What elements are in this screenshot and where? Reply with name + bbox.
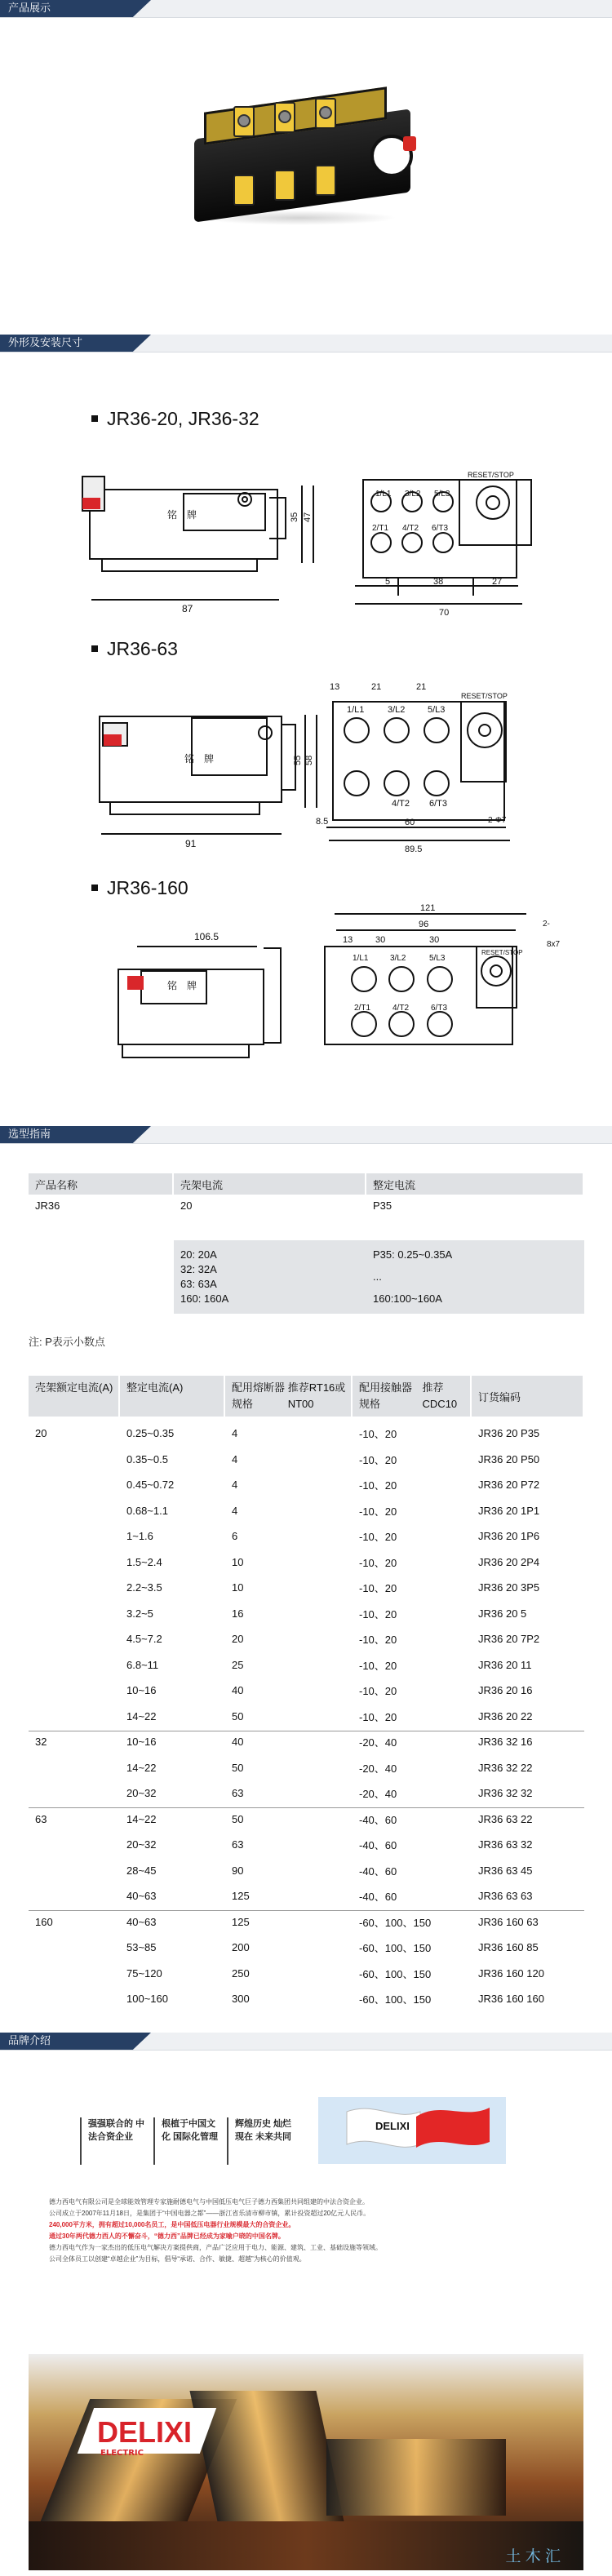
header-cell: 整定电流 (A) [120, 1376, 225, 1417]
table-cell: 6.8~11 [126, 1658, 159, 1671]
headquarters-photo [29, 2354, 583, 2570]
table-cell: JR36 63 45 [478, 1864, 533, 1877]
table-cell [29, 1758, 35, 1778]
table-cell: JR36 20 5 [478, 1607, 527, 1620]
dimension-label: 38 [433, 577, 444, 587]
table-cell: JR36 32 32 [478, 1787, 533, 1799]
dimension-label: 58 [304, 755, 314, 765]
table-row [29, 1886, 584, 1906]
table-cell [29, 1603, 35, 1624]
table-cell [29, 1501, 35, 1521]
table-row [29, 1989, 584, 2009]
table-cell: -60、100、150 [359, 1942, 432, 1954]
table-cell: 100~160 [126, 1993, 168, 2005]
table-cell: JR36 32 22 [478, 1761, 533, 1774]
header-cell: 产品名称 [29, 1173, 174, 1195]
terminal-label: 4/T2 [402, 524, 419, 533]
plaza-foreground [29, 2521, 583, 2570]
reset-label: RESET/STOP [461, 692, 508, 700]
table-row [29, 1912, 584, 1932]
model-label: JR36-63 [107, 638, 178, 659]
dimension-label: 13 [330, 682, 340, 692]
table-cell: 4 [232, 1479, 238, 1491]
header-cell: 壳架额定 电流(A) [29, 1376, 120, 1417]
table-row [29, 1552, 584, 1572]
dimension-label: 89.5 [405, 845, 423, 853]
product-display-header [0, 0, 612, 18]
dimension-label: 21 [416, 682, 427, 692]
table-cell: 0.35~0.5 [126, 1452, 168, 1465]
table-cell: 1~1.6 [126, 1530, 153, 1542]
table-row [29, 1834, 584, 1855]
table-cell: 125 [232, 1890, 250, 1902]
table-cell: -40、60 [359, 1839, 397, 1851]
range-text: 160: 160A [180, 1292, 229, 1305]
table-cell: -10、20 [359, 1505, 397, 1518]
table-cell: JR36 20 22 [478, 1709, 533, 1723]
table-cell: 160 [35, 1915, 53, 1928]
table-cell: JR36 20 11 [478, 1658, 532, 1671]
table-cell: -10、20 [359, 1710, 397, 1723]
table-row [29, 1731, 584, 1752]
range-text: 20: 20A [180, 1248, 217, 1261]
table-cell: -10、20 [359, 1659, 397, 1672]
slogan-1: 强强联合的 中法合资企业 [80, 2117, 147, 2165]
terminal-label: 3/L2 [388, 705, 406, 715]
model-title-2 [91, 638, 178, 660]
terminal-label: 5/L3 [434, 490, 450, 499]
range-text: 63: 63A [180, 1277, 217, 1290]
watermark-text: 土 木 汇 [505, 2548, 561, 2565]
table-cell: 16 [232, 1607, 244, 1620]
table-cell: 10~16 [126, 1684, 157, 1696]
terminal-label: 6/T3 [432, 524, 449, 533]
dimension-label: 47 [303, 512, 313, 522]
p-decimal-note: 注: P表示小数点 [29, 1336, 105, 1348]
electric-logo-text: ELECTRIC [100, 2449, 144, 2458]
table-cell [29, 1526, 35, 1546]
table-cell: 20~32 [126, 1787, 157, 1799]
table-cell: -10、20 [359, 1582, 397, 1594]
terminal-label: 1/L1 [375, 490, 392, 499]
dimension-label: 13 [343, 935, 353, 945]
table-cell [29, 1834, 35, 1855]
dimension-label: 91 [185, 838, 197, 849]
screw-icon [237, 114, 251, 127]
table-cell: 25 [232, 1658, 244, 1671]
table-cell: 3.2~5 [126, 1607, 153, 1620]
dimension-label: 8x7 [547, 940, 561, 949]
model-title-1 [91, 408, 259, 430]
table-cell: 32 [35, 1736, 47, 1748]
table-cell: 4 [232, 1427, 238, 1439]
table-cell: JR36 160 160 [478, 1993, 544, 2005]
dimension-label: 106.5 [194, 931, 220, 942]
table-cell [29, 1629, 35, 1649]
table-cell: JR36 20 7P2 [478, 1633, 540, 1645]
brand-poster [29, 2097, 583, 2570]
header-cell: 订货编码 [472, 1376, 584, 1417]
section-title: 产品展示 [8, 2, 51, 15]
table-cell [29, 1963, 35, 1984]
table-cell: -60、100、150 [359, 1967, 432, 1980]
table-cell: -10、20 [359, 1685, 397, 1697]
terminal-label: 2/T1 [354, 1004, 371, 1013]
summary-value: JR36 [35, 1199, 60, 1212]
dimension-label: 27 [492, 577, 503, 587]
table-row [29, 1963, 584, 1984]
table-cell: 90 [232, 1864, 244, 1877]
table-cell: -40、60 [359, 1813, 397, 1826]
table-cell: -20、40 [359, 1762, 397, 1775]
table-cell: 14~22 [126, 1812, 157, 1825]
table-row [29, 1860, 584, 1881]
dimension-label: 60 [405, 818, 415, 827]
header-cell: 壳架电流 [174, 1173, 366, 1195]
dimension-label: 2- [543, 920, 550, 929]
table-cell: -60、100、150 [359, 1916, 432, 1929]
section-title: 外形及安装尺寸 [8, 337, 83, 349]
brand-description: 德力西电气有限公司是全球能效管理专家施耐德电气与中国低压电气巨子德力西集团共同组建的中法合资企业。 公司成立于2007年11月18日，是集团于“中国电器之都”——浙江省乐清市柳市镇，累计投资超过20亿元人民币。 240,000平方米，拥有超过10,000名员工，是中国低压电器行业规模最大的合资企业。 通过30年两代德力西人的不懈奋斗，“德力西”品牌已经成为家喻户晓的中国名牌。 德力西电气作为一家杰出的低压电气解决方案提供商，产品广泛应用于电力、能源、建筑、工业、基础设施等领域。 公司全体员工以创建“卓越企业”为目标，倡导“承诺、合作、敏捷、超越”为核心的价值观。 [49, 2198, 382, 2263]
table-cell: JR36 32 16 [478, 1736, 533, 1748]
brand-header [0, 2033, 612, 2051]
table-cell: -40、60 [359, 1864, 397, 1878]
reset-label: RESET/STOP [468, 471, 514, 479]
table-cell: 50 [232, 1709, 244, 1723]
slogan-3: 辉煌历史 灿烂现在 未来共同 [227, 2117, 294, 2165]
table-row [29, 1680, 584, 1700]
table-cell: 20~32 [126, 1838, 157, 1851]
table-cell: JR36 20 2P4 [478, 1555, 540, 1568]
spec-header-row [29, 1376, 584, 1417]
table-cell: -10、20 [359, 1607, 397, 1621]
table-cell: 300 [232, 1993, 250, 2005]
table-cell: 2.2~3.5 [126, 1581, 162, 1594]
table-cell: JR36 63 22 [478, 1812, 533, 1825]
table-cell [29, 1577, 35, 1598]
table-cell: 40~63 [126, 1890, 157, 1902]
table-cell: -10、20 [359, 1531, 397, 1543]
table-cell: -10、20 [359, 1428, 397, 1440]
model-label: JR36-160 [107, 877, 188, 898]
table-row [29, 1449, 584, 1470]
table-cell [29, 1706, 35, 1727]
table-cell [29, 1886, 35, 1906]
summary-value-row [29, 1195, 584, 1216]
table-cell [29, 1860, 35, 1881]
table-cell: 0.25~0.35 [126, 1427, 175, 1439]
terminal-label: 6/T3 [431, 1004, 448, 1013]
terminal-label: 3/L2 [390, 954, 406, 963]
summary-header-row [29, 1173, 584, 1195]
range-text: 32: 32A [180, 1262, 217, 1275]
table-row [29, 1783, 584, 1803]
terminal-label: 1/L1 [347, 705, 365, 715]
dimension-label: 121 [420, 903, 436, 913]
table-row [29, 1809, 584, 1829]
dimension-label: 55 [293, 755, 303, 765]
table-cell [29, 1552, 35, 1572]
terminal [315, 165, 336, 196]
table-cell: 20 [35, 1427, 47, 1439]
table-cell: 10~16 [126, 1736, 157, 1748]
table-cell: 1.5~2.4 [126, 1555, 162, 1568]
dimension-label: 5 [385, 577, 391, 587]
table-cell [29, 1655, 35, 1675]
table-cell: JR36 20 3P5 [478, 1581, 540, 1594]
table-cell [29, 1449, 35, 1470]
table-cell: -10、20 [359, 1556, 397, 1569]
table-cell: -10、20 [359, 1479, 397, 1492]
dimension-label: 35 [290, 512, 299, 522]
table-cell: JR36 20 1P6 [478, 1530, 540, 1542]
table-cell: 53~85 [126, 1941, 157, 1953]
table-row [29, 1758, 584, 1778]
table-cell: 0.45~0.72 [126, 1479, 175, 1491]
dimension-label: 87 [182, 603, 193, 614]
table-row [29, 1577, 584, 1598]
table-cell: -40、60 [359, 1891, 397, 1903]
bullet-square-icon [91, 645, 98, 652]
table-cell: -20、40 [359, 1788, 397, 1800]
table-cell: 40~63 [126, 1915, 157, 1928]
table-cell: 6 [232, 1530, 238, 1542]
terminal [233, 175, 255, 206]
table-cell: JR36 63 32 [478, 1838, 533, 1851]
building-facade [326, 2439, 506, 2516]
table-cell: JR36 20 P35 [478, 1427, 540, 1439]
table-cell: JR36 160 120 [478, 1966, 544, 1980]
terminal-label: 5/L3 [428, 705, 446, 715]
table-cell: 14~22 [126, 1761, 157, 1774]
table-row [29, 1501, 584, 1521]
terminal-label: 4/T2 [392, 1004, 410, 1013]
slogan-2: 根植于中国文化 国际化管理 [153, 2117, 220, 2165]
header-cell: 配用熔断器规格 推荐RT16或NT00 [225, 1376, 353, 1417]
table-cell: JR36 20 1P1 [478, 1504, 540, 1517]
table-cell: JR36 160 63 [478, 1915, 539, 1928]
table-cell: 250 [232, 1966, 250, 1980]
table-cell: 75~120 [126, 1966, 162, 1980]
table-cell: 10 [232, 1555, 244, 1568]
svg-text:DELIXI: DELIXI [375, 2120, 410, 2132]
table-cell [29, 1783, 35, 1803]
selection-summary-table [29, 1173, 584, 1305]
table-row [29, 1655, 584, 1675]
screw-icon [278, 110, 291, 123]
selection-header [0, 1126, 612, 1144]
nameplate-label: 铭 牌 [167, 980, 197, 991]
table-cell: JR36 20 16 [478, 1684, 533, 1696]
model-label: JR36-20, JR36-32 [107, 408, 259, 429]
range-text: 160:100~160A [373, 1292, 442, 1305]
table-cell [29, 1937, 35, 1957]
terminal-label: 3/L2 [405, 490, 421, 499]
terminal-label: 6/T3 [429, 799, 448, 809]
table-row [29, 1706, 584, 1727]
reset-button-icon [403, 136, 416, 151]
table-cell: 200 [232, 1941, 250, 1953]
table-cell: 4 [232, 1452, 238, 1465]
dimension-label: 30 [375, 935, 386, 945]
table-cell: -10、20 [359, 1634, 397, 1646]
table-cell: -10、20 [359, 1453, 397, 1466]
dimension-label: 96 [419, 920, 429, 929]
table-cell [29, 1680, 35, 1700]
table-cell: 40 [232, 1684, 244, 1696]
nameplate-label: 铭 牌 [167, 509, 197, 521]
table-row [29, 1937, 584, 1957]
table-cell: 63 [35, 1812, 47, 1825]
model-title-3 [91, 877, 188, 899]
table-cell: JR36 63 63 [478, 1890, 533, 1902]
table-cell: 50 [232, 1761, 244, 1774]
table-row [29, 1423, 584, 1443]
jr36-63-drawing [0, 669, 612, 853]
dimension-label: 30 [429, 935, 440, 945]
table-cell: 4.5~7.2 [126, 1633, 162, 1645]
table-cell: 63 [232, 1787, 244, 1799]
reset-label: RESET/STOP [481, 949, 523, 956]
summary-value: 20 [180, 1199, 193, 1212]
bullet-square-icon [91, 415, 98, 422]
table-cell: 10 [232, 1581, 244, 1594]
table-cell: 20 [232, 1633, 244, 1645]
dimension-label: 70 [439, 608, 450, 618]
screw-icon [319, 106, 332, 119]
table-cell: JR36 20 P50 [478, 1452, 540, 1465]
table-cell: 0.68~1.1 [126, 1504, 168, 1517]
table-cell: 63 [232, 1838, 244, 1851]
terminal-label: 2/T1 [372, 524, 389, 533]
range-text: P35: 0.25~0.35A [373, 1248, 453, 1261]
table-row [29, 1629, 584, 1649]
table-cell: 28~45 [126, 1864, 157, 1877]
delixi-logo: DELIXI [97, 2415, 193, 2449]
table-row [29, 1603, 584, 1624]
header-cell: 整定电流 [366, 1173, 584, 1195]
table-cell: JR36 20 P72 [478, 1479, 540, 1491]
table-cell: 14~22 [126, 1709, 157, 1723]
table-row [29, 1526, 584, 1546]
dimensions-header [0, 335, 612, 352]
table-cell: 125 [232, 1915, 250, 1928]
table-row [29, 1474, 584, 1495]
table-cell [29, 1989, 35, 2009]
terminal-label: 5/L3 [429, 954, 446, 963]
terminal [274, 170, 295, 201]
jr36-20-32-drawing [0, 441, 612, 620]
table-cell: -20、40 [359, 1736, 397, 1749]
jr36-160-drawing [0, 898, 612, 1073]
table-cell: -60、100、150 [359, 1993, 432, 2006]
summary-value: P35 [373, 1199, 392, 1212]
bullet-square-icon [91, 885, 98, 891]
product-photo [166, 73, 434, 277]
nameplate-label: 铭 牌 [184, 753, 215, 765]
specification-table [29, 1376, 584, 2020]
range-text: ... [373, 1270, 382, 1283]
dimension-label: 2-Φ7 [488, 816, 507, 825]
brand-flags [318, 2097, 506, 2164]
table-cell: JR36 160 85 [478, 1941, 539, 1953]
table-cell: 40 [232, 1736, 244, 1748]
dimension-label: 8.5 [316, 817, 329, 827]
table-cell: 50 [232, 1812, 244, 1825]
section-title: 选型指南 [8, 1128, 51, 1141]
dimension-label: 21 [371, 682, 382, 692]
header-cell: 配用接触器规格 推荐CDC10 [353, 1376, 472, 1417]
section-title: 品牌介绍 [8, 2035, 51, 2047]
terminal-label: 1/L1 [353, 954, 369, 963]
terminal-label: 4/T2 [392, 799, 410, 809]
table-cell: 4 [232, 1504, 238, 1517]
table-cell [29, 1474, 35, 1495]
